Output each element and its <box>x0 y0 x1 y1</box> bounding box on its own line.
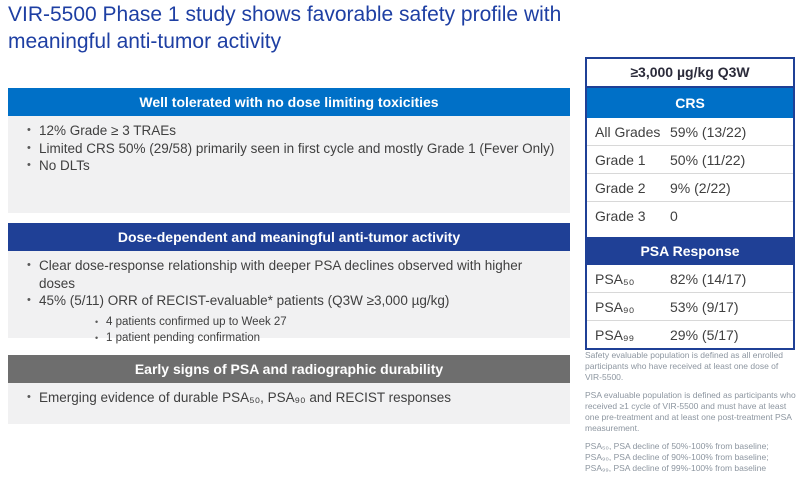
bullet-item: • Limited CRS 50% (29/58) primarily seen in first cycle and mostly Grade 1 (Fever Only) <box>26 140 556 158</box>
row-label: PSA₅₀ <box>595 270 635 287</box>
section-antitumor <box>8 223 570 344</box>
bullet-item: • Emerging evidence of durable PSA₅₀, PSA₉₀ and RECIST responses <box>26 389 556 407</box>
sub-bullet-item: • 4 patients confirmed up to Week 27 <box>94 314 556 330</box>
footnote-psa90-definition: PSA₉₀, PSA decline of 90%-100% from baseline; <box>585 452 769 463</box>
section-antitumor-header: Dose-dependent and meaningful anti-tumor activity <box>8 223 570 251</box>
bullet-item: • Clear dose-response relationship with deeper PSA declines observed with higher doses <box>26 257 556 292</box>
footnote-psa50-definition: PSA₅₀, PSA decline of 50%-100% from baseline; <box>585 441 769 452</box>
row-psa90 <box>587 292 793 320</box>
row-value: 59% (13/22) <box>670 123 747 140</box>
row-psa99 <box>587 320 793 348</box>
row-value: 29% (5/17) <box>670 326 739 343</box>
row-label: Grade 1 <box>595 151 646 168</box>
row-psa50 <box>587 265 793 292</box>
bullet-item: • 45% (5/11) ORR of RECIST-evaluable* patients (Q3W ≥3,000 µg/kg) <box>26 292 556 310</box>
row-grade-2 <box>587 173 793 201</box>
footnotes <box>585 350 797 481</box>
section-durability-panel <box>8 383 570 424</box>
slide-title: VIR-5500 Phase 1 study shows favorable safety profile with meaningful anti-tumor activity <box>8 3 562 53</box>
section-durability <box>8 355 570 424</box>
crs-group-header: CRS <box>587 88 793 118</box>
sub-bullet-item: • 1 patient pending confirmation <box>94 330 556 346</box>
row-label: PSA₉₉ <box>595 326 635 343</box>
antitumor-sub-bullet-list <box>94 314 556 346</box>
dose-table-title: ≥3,000 µg/kg Q3W <box>587 59 793 88</box>
row-label: Grade 2 <box>595 179 646 196</box>
psa-group-header: PSA Response <box>587 237 793 265</box>
table-group-gap <box>587 229 793 237</box>
row-value: 53% (9/17) <box>670 298 739 315</box>
safety-bullet-list <box>26 122 556 175</box>
row-label: Grade 3 <box>595 207 646 224</box>
section-safety <box>8 88 570 213</box>
dose-results-table <box>585 57 795 350</box>
footnote-safety-population: Safety evaluable population is defined as all enrolled participants who have received at least one dose of VIR-5500. <box>585 350 783 383</box>
row-value: 0 <box>670 207 678 224</box>
section-safety-header: Well tolerated with no dose limiting toxicities <box>8 88 570 116</box>
bullet-item: • No DLTs <box>26 157 556 175</box>
bullet-item: • 12% Grade ≥ 3 TRAEs <box>26 122 556 140</box>
row-all-grades <box>587 118 793 145</box>
row-value: 9% (2/22) <box>670 179 731 196</box>
durability-bullet-list <box>26 389 556 407</box>
row-value: 50% (11/22) <box>670 151 746 168</box>
row-label: All Grades <box>595 123 661 140</box>
footnote-psa-population: PSA evaluable population is defined as participants who received ≥1 cycle of VIR-5500 and must have at least one pre-treatment and at least one post-treatment PSA measurement. <box>585 390 796 434</box>
row-value: 82% (14/17) <box>670 270 747 287</box>
antitumor-bullet-list <box>26 257 556 310</box>
footnote-psa-definitions <box>585 441 797 474</box>
summary-sections <box>8 88 570 434</box>
row-label: PSA₉₀ <box>595 298 635 315</box>
section-antitumor-panel <box>8 251 570 344</box>
row-grade-3 <box>587 201 793 229</box>
section-safety-panel <box>8 116 570 213</box>
section-durability-header: Early signs of PSA and radiographic durability <box>8 355 570 383</box>
row-grade-1 <box>587 145 793 173</box>
footnote-psa99-definition: PSA₉₉, PSA decline of 99%-100% from baseline <box>585 463 767 474</box>
